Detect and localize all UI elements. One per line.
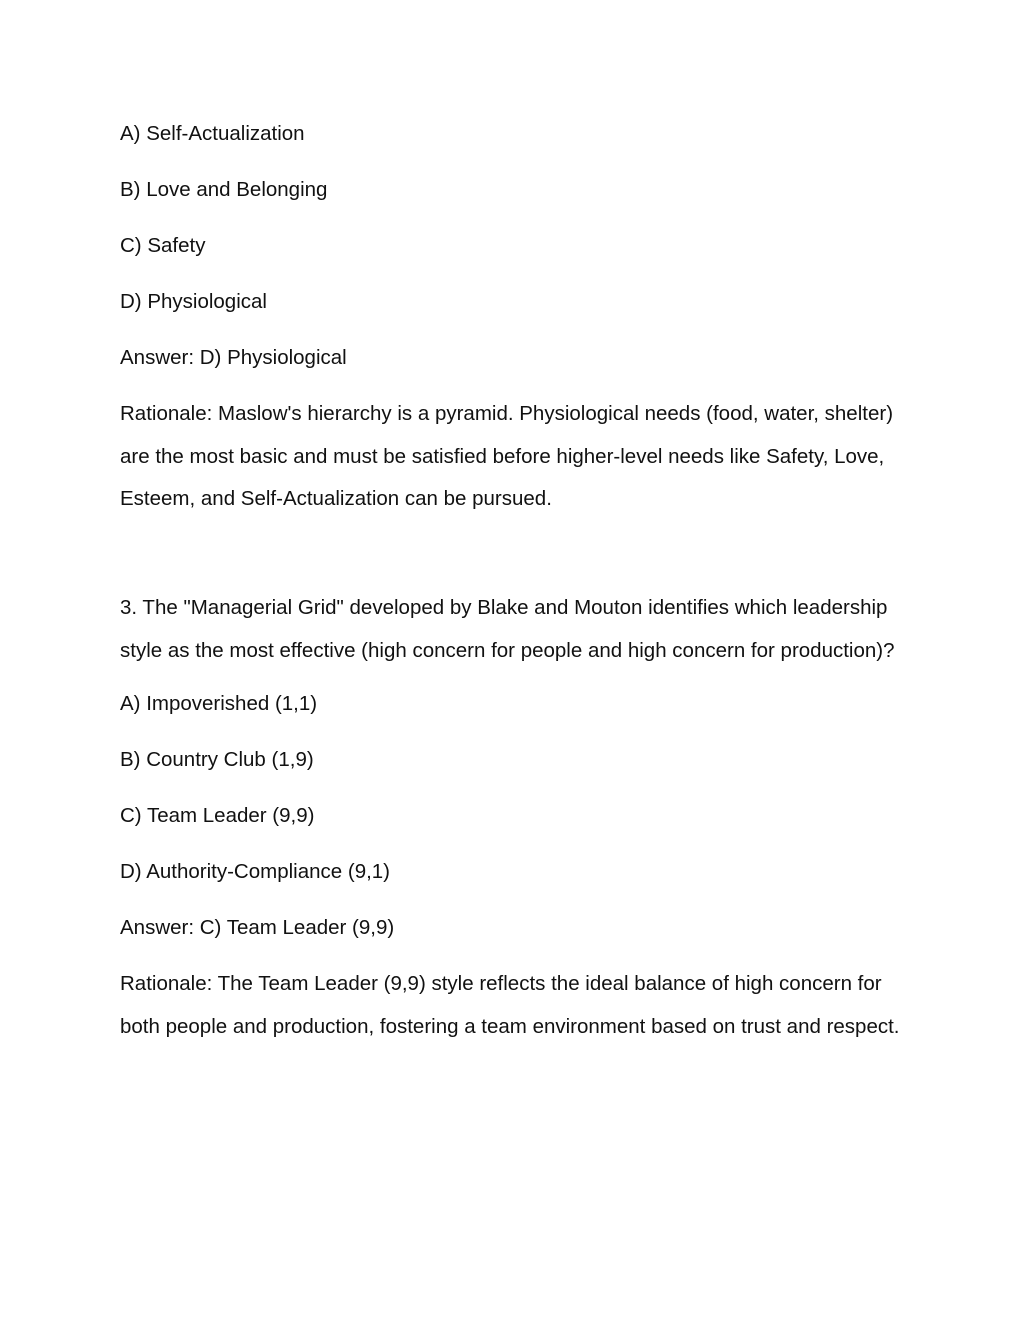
q2-option-b: B) Love and Belonging <box>120 178 328 201</box>
q3-option-d: D) Authority-Compliance (9,1) <box>120 860 391 884</box>
q3-answer: Answer: C) Team Leader (9,9) <box>120 916 395 940</box>
q3-option-a: A) Impoverished (1,1) <box>120 692 318 716</box>
q3-question: 3. The "Managerial Grid" developed by Blake and Mouton identifies which leadership style as the most effective (high concern for people and high concern for production)? <box>120 596 895 662</box>
document-page <box>120 117 910 1049</box>
q2-rationale: Rationale: Maslow's hierarchy is a pyramid. Physiological needs (food, water, shelter) are the most basic and must be satisfied before higher-level needs like Safety, Love, Esteem, and Self-Actualization can be pursued. <box>120 402 894 511</box>
question-3-block <box>120 587 910 1048</box>
q3-option-c: C) Team Leader (9,9) <box>120 804 315 828</box>
q2-option-d: D) Physiological <box>120 290 267 313</box>
question-2-block <box>120 117 910 521</box>
q3-option-b: B) Country Club (1,9) <box>120 748 314 772</box>
q2-answer: Answer: D) Physiological <box>120 346 347 369</box>
q3-rationale: Rationale: The Team Leader (9,9) style reflects the ideal balance of high concern for both people and production, fostering a team environment based on trust and respect. <box>120 972 900 1038</box>
q2-option-c: C) Safety <box>120 234 206 257</box>
q2-option-a: A) Self-Actualization <box>120 122 305 145</box>
spacer <box>120 521 910 587</box>
